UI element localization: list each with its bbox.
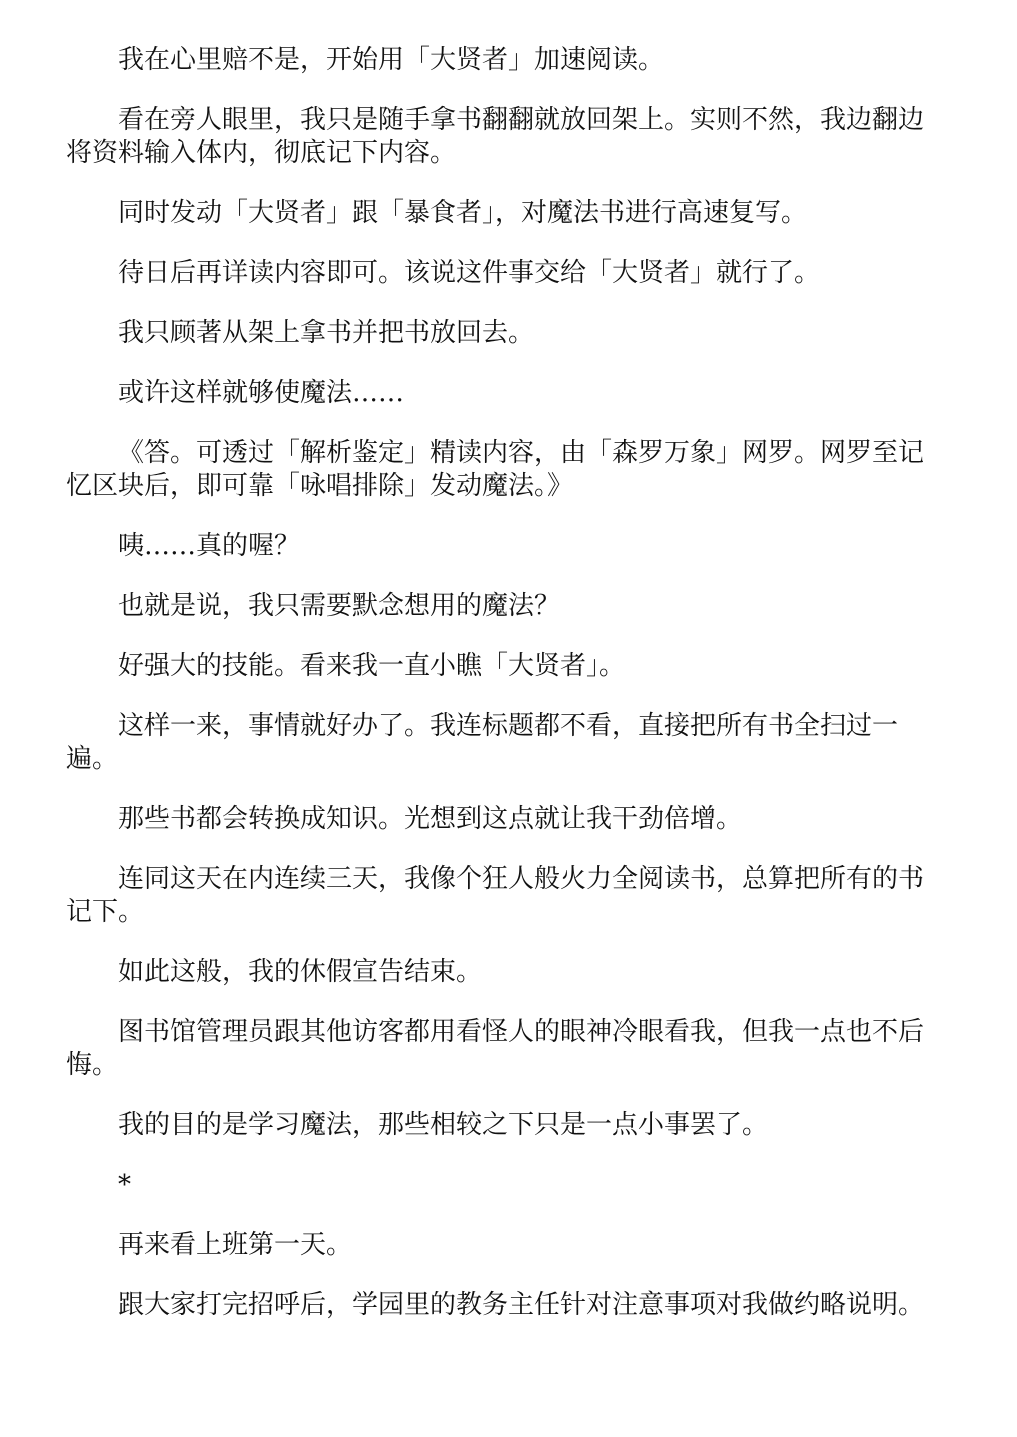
paragraph: 咦……真的喔？ [118,531,301,561]
document-body [66,44,946,1349]
paragraph: 同时发动「大贤者」跟「暴食者」，对魔法书进行高速复写。 [118,198,808,228]
paragraph: 或许这样就够使魔法…… [118,378,405,408]
paragraph: 跟大家打完招呼后，学园里的教务主任针对注意事项对我做约略说明。 [118,1290,925,1320]
paragraph: 看在旁人眼里，我只是随手拿书翻翻就放回架上。实则不然，我边翻边将资料输入体内，彻底记下内容。 [66,105,925,168]
paragraph: 那些书都会转换成知识。光想到这点就让我干劲倍增。 [118,804,743,834]
paragraph: 我的目的是学习魔法，那些相较之下只是一点小事罢了。 [118,1110,769,1140]
scene-break: * [118,1170,131,1200]
paragraph: 好强大的技能。看来我一直小瞧「大贤者」。 [118,651,626,681]
paragraph: 我只顾著从架上拿书并把书放回去。 [118,318,535,348]
paragraph: 待日后再详读内容即可。该说这件事交给「大贤者」就行了。 [118,258,821,288]
paragraph: 图书馆管理员跟其他访客都用看怪人的眼神冷眼看我，但我一点也不后悔。 [66,1017,925,1080]
paragraph: 也就是说，我只需要默念想用的魔法？ [118,591,561,621]
paragraph: 这样一来，事情就好办了。我连标题都不看，直接把所有书全扫过一遍。 [66,711,899,774]
paragraph: 《答。可透过「解析鉴定」精读内容，由「森罗万象」网罗。网罗至记忆区块后，即可靠「咏唱排除」发动魔法。》 [66,438,925,501]
paragraph: 连同这天在内连续三天，我像个狂人般火力全阅读书，总算把所有的书记下。 [66,864,925,927]
paragraph: 如此这般，我的休假宣告结束。 [118,957,483,987]
paragraph: 我在心里赔不是，开始用「大贤者」加速阅读。 [118,45,665,75]
paragraph: 再来看上班第一天。 [118,1230,353,1260]
